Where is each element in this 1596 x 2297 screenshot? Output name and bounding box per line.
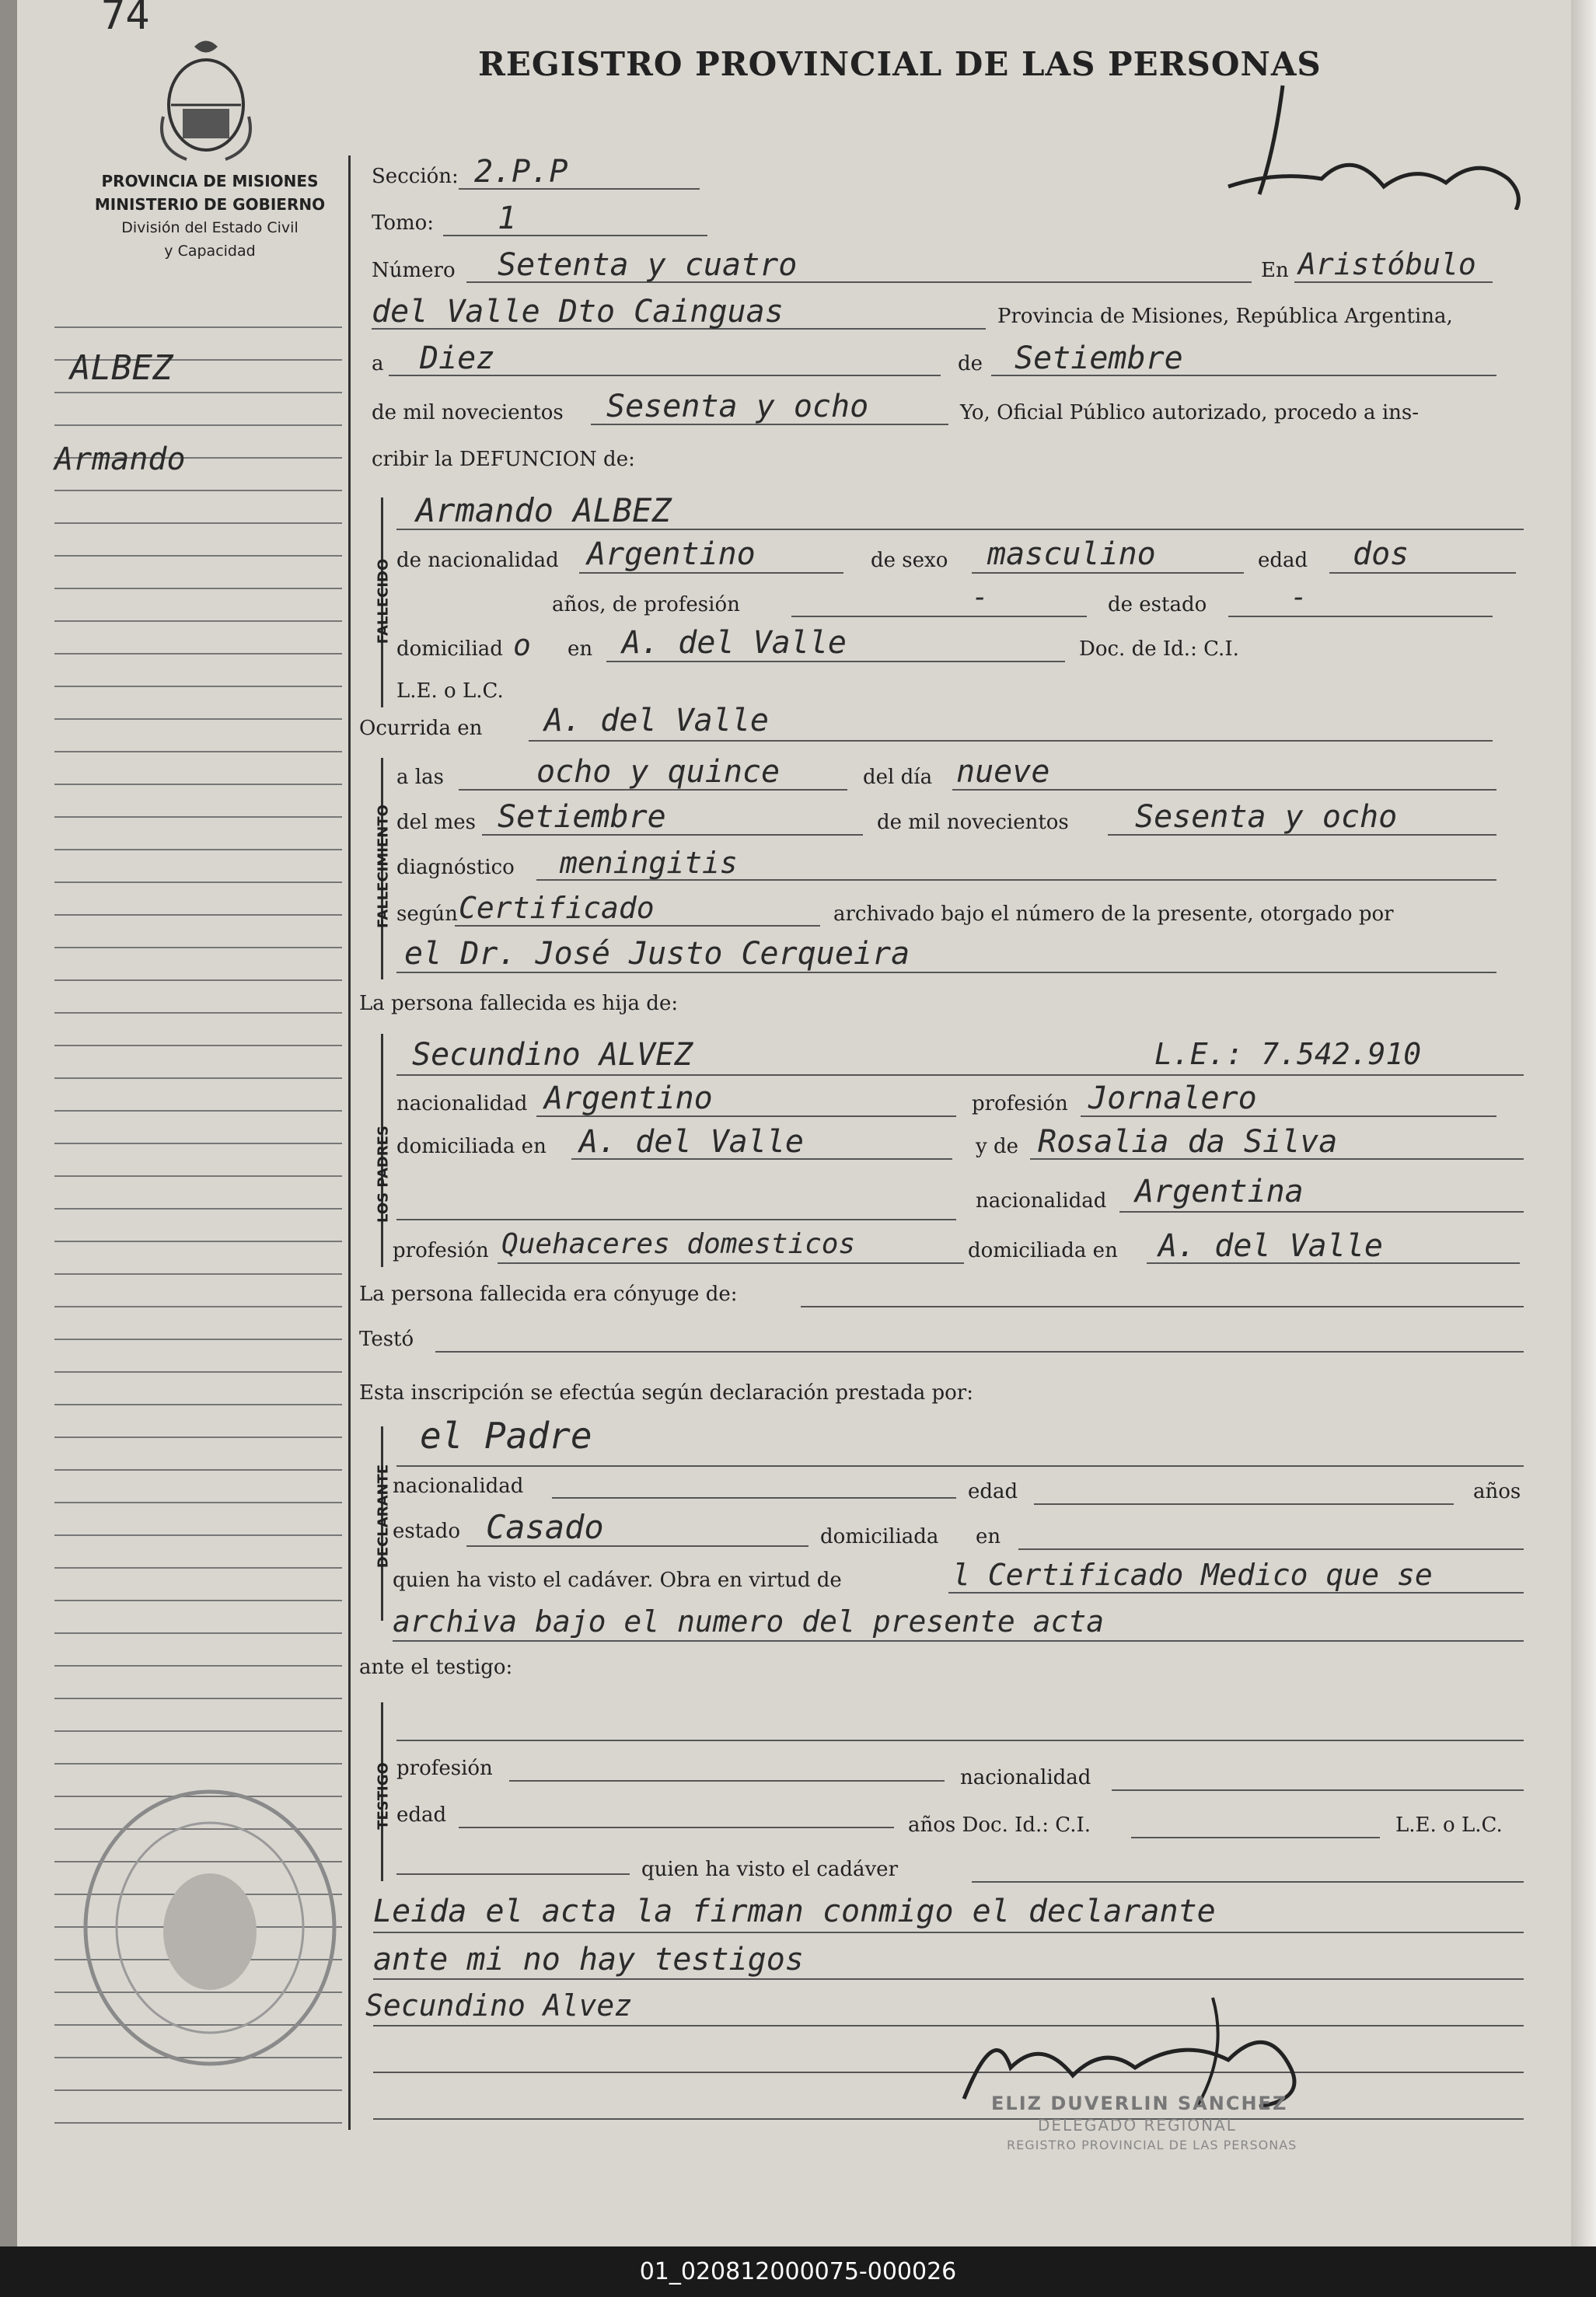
division-line2: y Capacidad [164, 243, 256, 260]
margin-rule-line [54, 1306, 342, 1307]
margin-rule-line [54, 1698, 342, 1699]
label-seccion: Sección: [372, 165, 459, 188]
page-number: 74 [101, 0, 150, 39]
margin-rule-line [54, 490, 342, 491]
margin-rule-line [54, 1273, 342, 1275]
label-segun: según [396, 902, 458, 926]
label-test-anos: años Doc. Id.: C.I. [908, 1814, 1091, 1837]
margin-rule-line [54, 1632, 342, 1634]
label-profesion: profesión [972, 1092, 1068, 1115]
label-de: de [958, 352, 983, 375]
label-y-de: y de [976, 1135, 1018, 1158]
side-label-declarante: DECLARANTE [375, 1464, 392, 1569]
value-decl-estado: Casado [486, 1508, 604, 1546]
side-label-fallecimiento: FALLECIMIENTO [375, 805, 392, 928]
margin-rule-line [54, 1469, 342, 1471]
margin-rule-line [54, 1339, 342, 1340]
coat-of-arms-icon [155, 31, 257, 163]
margin-rule-line [54, 1730, 342, 1732]
official-signature-top [1213, 70, 1539, 210]
margin-rule-line [54, 1175, 342, 1177]
label-del-mes: del mes [396, 811, 476, 834]
margin-rule-line [54, 1534, 342, 1536]
label-decl-domiciliada: domiciliada [820, 1525, 939, 1548]
value-obra1: l Certificado Medico que se [952, 1558, 1433, 1592]
label-de-mil: de mil novecientos [372, 401, 564, 424]
margin-rule-line [54, 1045, 342, 1046]
value-mes-muerte: Setiembre [498, 799, 666, 835]
margin-surname: ALBEZ [70, 348, 173, 388]
ministry-name: MINISTERIO DE GOBIERNO [94, 195, 326, 214]
value-segun: Certificado [459, 891, 655, 925]
province-name: PROVINCIA DE MISIONES [101, 172, 319, 190]
label-test-nacionalidad: nacionalidad [960, 1766, 1091, 1789]
margin-rule-line [54, 2122, 342, 2124]
value-medico: el Dr. José Justo Cerqueira [404, 936, 910, 972]
margin-rule-line [54, 1371, 342, 1373]
margin-rule-line [54, 555, 342, 557]
label-hija-de: La persona fallecida es hija de: [359, 992, 679, 1015]
margin-rule-line [54, 1665, 342, 1667]
label-a: a [372, 352, 384, 375]
label-inscribir: cribir la DEFUNCION de: [372, 448, 635, 471]
label-inscripcion: Esta inscripción se efectúa según declaración prestada por: [359, 1381, 973, 1405]
value-madre-nacionalidad: Argentina [1135, 1174, 1304, 1210]
label-anos-profesion: años, de profesión [552, 593, 740, 616]
label-en2: en [568, 637, 593, 661]
margin-rule-line [54, 392, 342, 393]
page-title: REGISTRO PROVINCIAL DE LAS PERSONAS [478, 45, 1322, 83]
value-madre: Rosalia da Silva [1038, 1124, 1338, 1160]
main-vertical-rule [348, 155, 351, 2130]
label-conyuge: La persona fallecida era cónyuge de: [359, 1283, 738, 1306]
margin-rule-line [54, 914, 342, 916]
value-sexo: masculino [987, 536, 1156, 572]
value-mes: Setiembre [1015, 340, 1183, 376]
value-dia: Diez [420, 340, 495, 376]
label-de-sexo: de sexo [871, 549, 948, 572]
label-de-nacionalidad: de nacionalidad [396, 549, 559, 572]
margin-rule-line [54, 424, 342, 426]
margin-rule-line [54, 1143, 342, 1144]
division-line1: División del Estado Civil [121, 219, 299, 236]
value-domicilio-o: o [513, 628, 531, 662]
label-nacionalidad: nacionalidad [396, 1092, 528, 1115]
side-label-fallecido: FALLECIDO [375, 558, 392, 644]
value-padre-nacionalidad: Argentino [544, 1080, 713, 1116]
label-ocurrida: Ocurrida en [359, 717, 483, 740]
label-nacionalidad2: nacionalidad [976, 1189, 1107, 1213]
value-seccion: 2.P.P [474, 154, 568, 190]
margin-rule-line [54, 718, 342, 720]
label-del-dia: del día [863, 766, 933, 789]
margin-given-name: Armando [54, 442, 186, 477]
margin-rule-line [54, 1012, 342, 1014]
value-padre-domicilio: A. del Valle [579, 1124, 804, 1160]
margin-rule-line [54, 1208, 342, 1210]
label-le-lc: L.E. o L.C. [396, 679, 504, 703]
label-domiciliada-en2: domiciliada en [968, 1239, 1118, 1262]
value-firma-declarante: Secundino Alvez [365, 1988, 633, 2023]
margin-rule-line [54, 1077, 342, 1079]
label-diagnostico: diagnóstico [396, 856, 515, 879]
value-anio-muerte: Sesenta y ocho [1135, 799, 1398, 835]
margin-rule-line [54, 588, 342, 589]
value-nota2: ante mi no hay testigos [373, 1942, 804, 1978]
margin-rule-line [54, 686, 342, 687]
value-numero: Setenta y cuatro [498, 247, 798, 283]
label-decl-en: en [976, 1525, 1001, 1548]
label-decl-anos: años [1473, 1480, 1521, 1503]
value-padre: Secundino ALVEZ [412, 1037, 693, 1073]
value-lugar2: del Valle Dto Cainguas [372, 294, 784, 330]
value-nombre: Armando ALBEZ [416, 491, 672, 529]
value-madre-profesion: Quehaceres domesticos [501, 1228, 856, 1260]
side-label-testigo: TESTIGO [375, 1762, 392, 1830]
official-seal-icon [74, 1780, 346, 2075]
margin-rule-line [54, 522, 342, 524]
label-tomo: Tomo: [372, 211, 435, 235]
value-diagnostico: meningitis [560, 846, 738, 880]
label-domiciliad: domiciliad [396, 637, 503, 661]
value-ocurrida: A. del Valle [544, 703, 769, 738]
margin-rule-line [54, 1110, 342, 1112]
value-anio: Sesenta y ocho [606, 389, 869, 424]
value-madre-domicilio: A. del Valle [1158, 1228, 1383, 1264]
label-profesion2: profesión [393, 1239, 489, 1262]
label-decl-nacionalidad: nacionalidad [393, 1475, 524, 1498]
margin-rule-line [54, 620, 342, 622]
value-profesion: - [972, 581, 989, 613]
value-estado: - [1290, 581, 1308, 613]
margin-rule-line [54, 947, 342, 948]
value-padre-doc: L.E.: 7.542.910 [1154, 1037, 1422, 1071]
side-label-padres: LOS PADRES [375, 1126, 392, 1223]
margin-rule-line [54, 751, 342, 752]
margin-rule-line [54, 1436, 342, 1438]
label-en: En [1261, 259, 1289, 282]
label-yo: Yo, Oficial Público autorizado, procedo a ins- [960, 401, 1420, 424]
stamp-name: ELIZ DUVERLIN SANCHEZ [991, 2093, 1288, 2114]
label-decl-edad: edad [968, 1480, 1018, 1503]
label-numero: Número [372, 259, 456, 282]
label-doc-id: Doc. de Id.: C.I. [1079, 637, 1239, 661]
label-domiciliada-en: domiciliada en [396, 1135, 547, 1158]
label-de-mil2: de mil novecientos [877, 811, 1069, 834]
value-dia-muerte: nueve [956, 754, 1050, 790]
label-provincia: Provincia de Misiones, República Argentina, [997, 305, 1453, 328]
margin-rule-line [54, 1567, 342, 1569]
margin-rule-line [54, 1241, 342, 1242]
margin-rule-line [54, 1600, 342, 1601]
margin-rule-line [54, 1502, 342, 1503]
label-test-le: L.E. o L.C. [1395, 1814, 1503, 1837]
stamp-cargo1: DELEGADO REGIONAL [1038, 2116, 1237, 2135]
value-obra2: archiva bajo el numero del presente acta [393, 1604, 1105, 1639]
value-edad: dos [1353, 536, 1409, 572]
margin-rule-line [54, 1404, 342, 1405]
margin-rule-line [54, 1763, 342, 1765]
margin-rule-line [54, 849, 342, 850]
label-a-las: a las [396, 766, 444, 789]
label-test-profesion: profesión [396, 1757, 493, 1780]
margin-rule-line [54, 881, 342, 883]
label-de-estado: de estado [1108, 593, 1207, 616]
margin-rule-line [54, 653, 342, 655]
value-nota1: Leida el acta la firman conmigo el declarante [373, 1894, 1216, 1929]
label-test-cadaver: quien ha visto el cadáver [641, 1858, 899, 1881]
stamp-cargo2: REGISTRO PROVINCIAL DE LAS PERSONAS [1007, 2138, 1297, 2152]
label-test-edad: edad [396, 1803, 447, 1827]
label-edad: edad [1258, 549, 1308, 572]
value-padre-profesion: Jornalero [1088, 1080, 1257, 1116]
label-cadaver: quien ha visto el cadáver. Obra en virtud de [393, 1569, 842, 1592]
image-filename: 01_020812000075-000026 [0, 2246, 1596, 2297]
value-nacionalidad: Argentino [587, 536, 756, 572]
value-domicilio: A. del Valle [622, 625, 847, 661]
label-archivado: archivado bajo el número de la presente, otorgado por [833, 902, 1394, 926]
label-ante-testigo: ante el testigo: [359, 1656, 513, 1679]
value-hora: ocho y quince [536, 754, 781, 790]
margin-rule-line [54, 2089, 342, 2091]
value-lugar1: Aristóbulo [1298, 247, 1476, 281]
margin-rule-line [54, 979, 342, 981]
label-decl-estado: estado [393, 1520, 460, 1543]
margin-rule-line [54, 784, 342, 785]
margin-rule-line [54, 816, 342, 818]
margin-rule-line [54, 326, 342, 328]
value-declarante: el Padre [420, 1415, 592, 1457]
value-tomo: 1 [498, 201, 517, 236]
label-testo: Testó [359, 1328, 414, 1351]
